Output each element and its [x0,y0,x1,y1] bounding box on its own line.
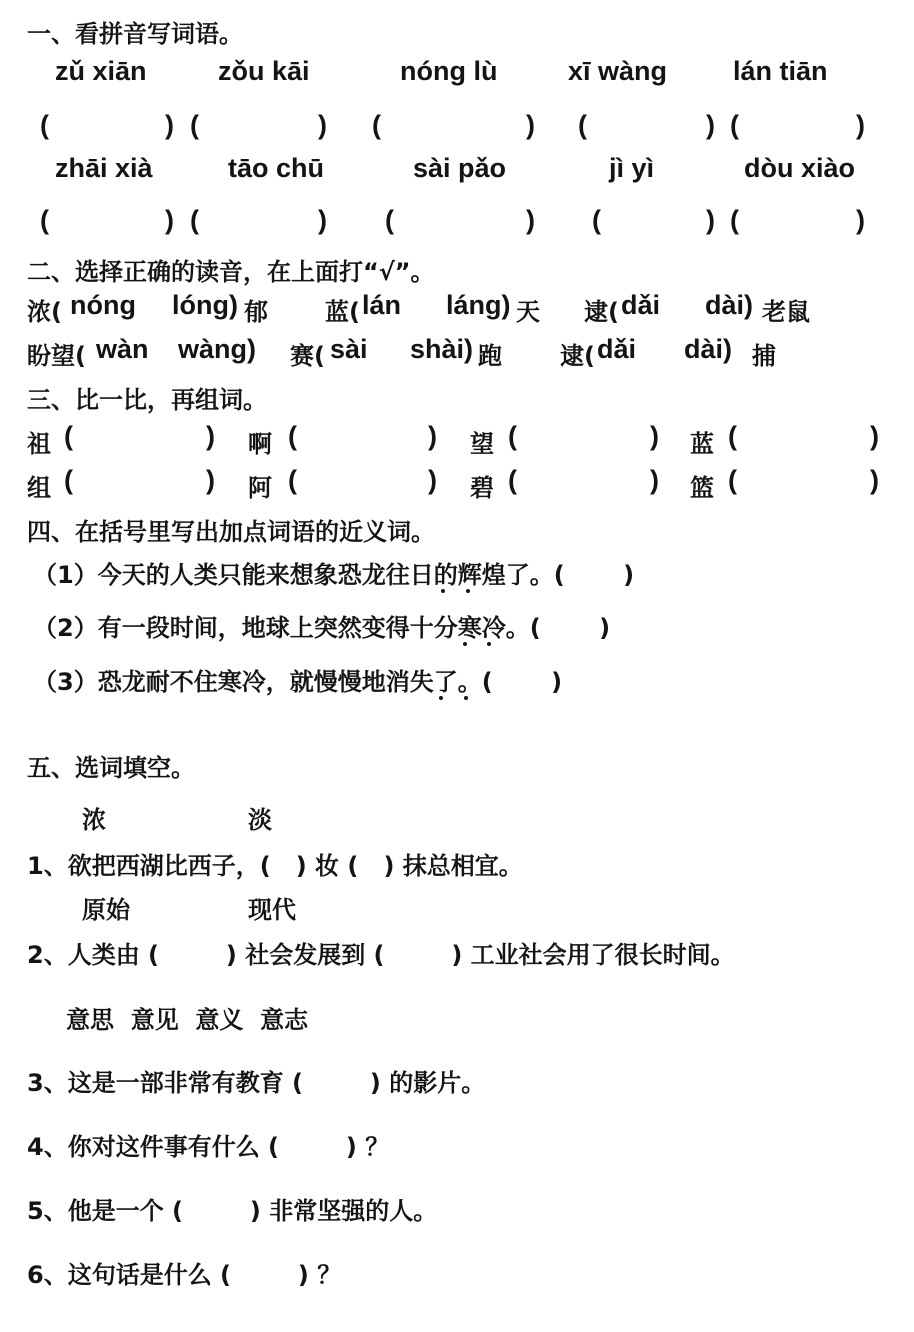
emphasis-dot [466,589,470,593]
emphasis-dot [464,696,468,700]
word-option: 现代 [248,896,296,924]
pinyin-item: zǒu kāi [218,56,310,86]
pinyin-item: zhāi xià [55,153,153,183]
section1-heading: 一、看拼音写词语。 [27,20,243,48]
pinyin-item: jì yì [609,153,655,183]
fill-question: 5、他是一个 ( ) 非常坚强的人。 [27,1197,438,1225]
word-option: 浓 [82,806,106,834]
pinyin-item: nóng lù [400,56,498,86]
fill-question: 1、欲把西湖比西子，( ) 妆 ( ) 抹总相宜。 [27,852,523,880]
word-options: 意思 意见 意义 意志 [66,1006,309,1034]
synonym-question: （3）恐龙耐不住寒冷，就慢慢地消失了。( ) [33,668,563,696]
emphasis-dot [463,642,467,646]
emphasis-dot [441,589,445,593]
fill-question: 2、人类由 ( ) 社会发展到 ( ) 工业社会用了很长时间。 [27,941,735,969]
pinyin-item: tāo chū [228,153,325,183]
synonym-question: （1）今天的人类只能来想象恐龙往日的辉煌了。( ) [33,561,635,589]
emphasis-dot [487,642,491,646]
section4-heading: 四、在括号里写出加点词语的近义词。 [27,518,435,546]
pinyin-item: zǔ xiān [55,56,147,86]
fill-question: 4、你对这件事有什么 ( ) ？ [27,1133,390,1161]
synonym-question: （2）有一段时间，地球上突然变得十分寒冷。( ) [33,614,611,642]
section3-heading: 三、比一比，再组词。 [27,386,267,414]
emphasis-dot [439,696,443,700]
pinyin-item: lán tiān [733,56,828,86]
section2-heading: 二、选择正确的读音，在上面打“√”。 [27,258,435,286]
pinyin-item: sài pǎo [413,153,507,183]
fill-question: 6、这句话是什么 ( ) ？ [27,1261,342,1289]
pinyin-item: xī wàng [568,56,668,86]
word-option: 原始 [82,896,130,924]
word-option: 淡 [248,806,272,834]
pinyin-item: dòu xiào [744,153,856,183]
fill-question: 3、这是一部非常有教育 ( ) 的影片。 [27,1069,486,1097]
section5-heading: 五、选词填空。 [27,754,195,782]
